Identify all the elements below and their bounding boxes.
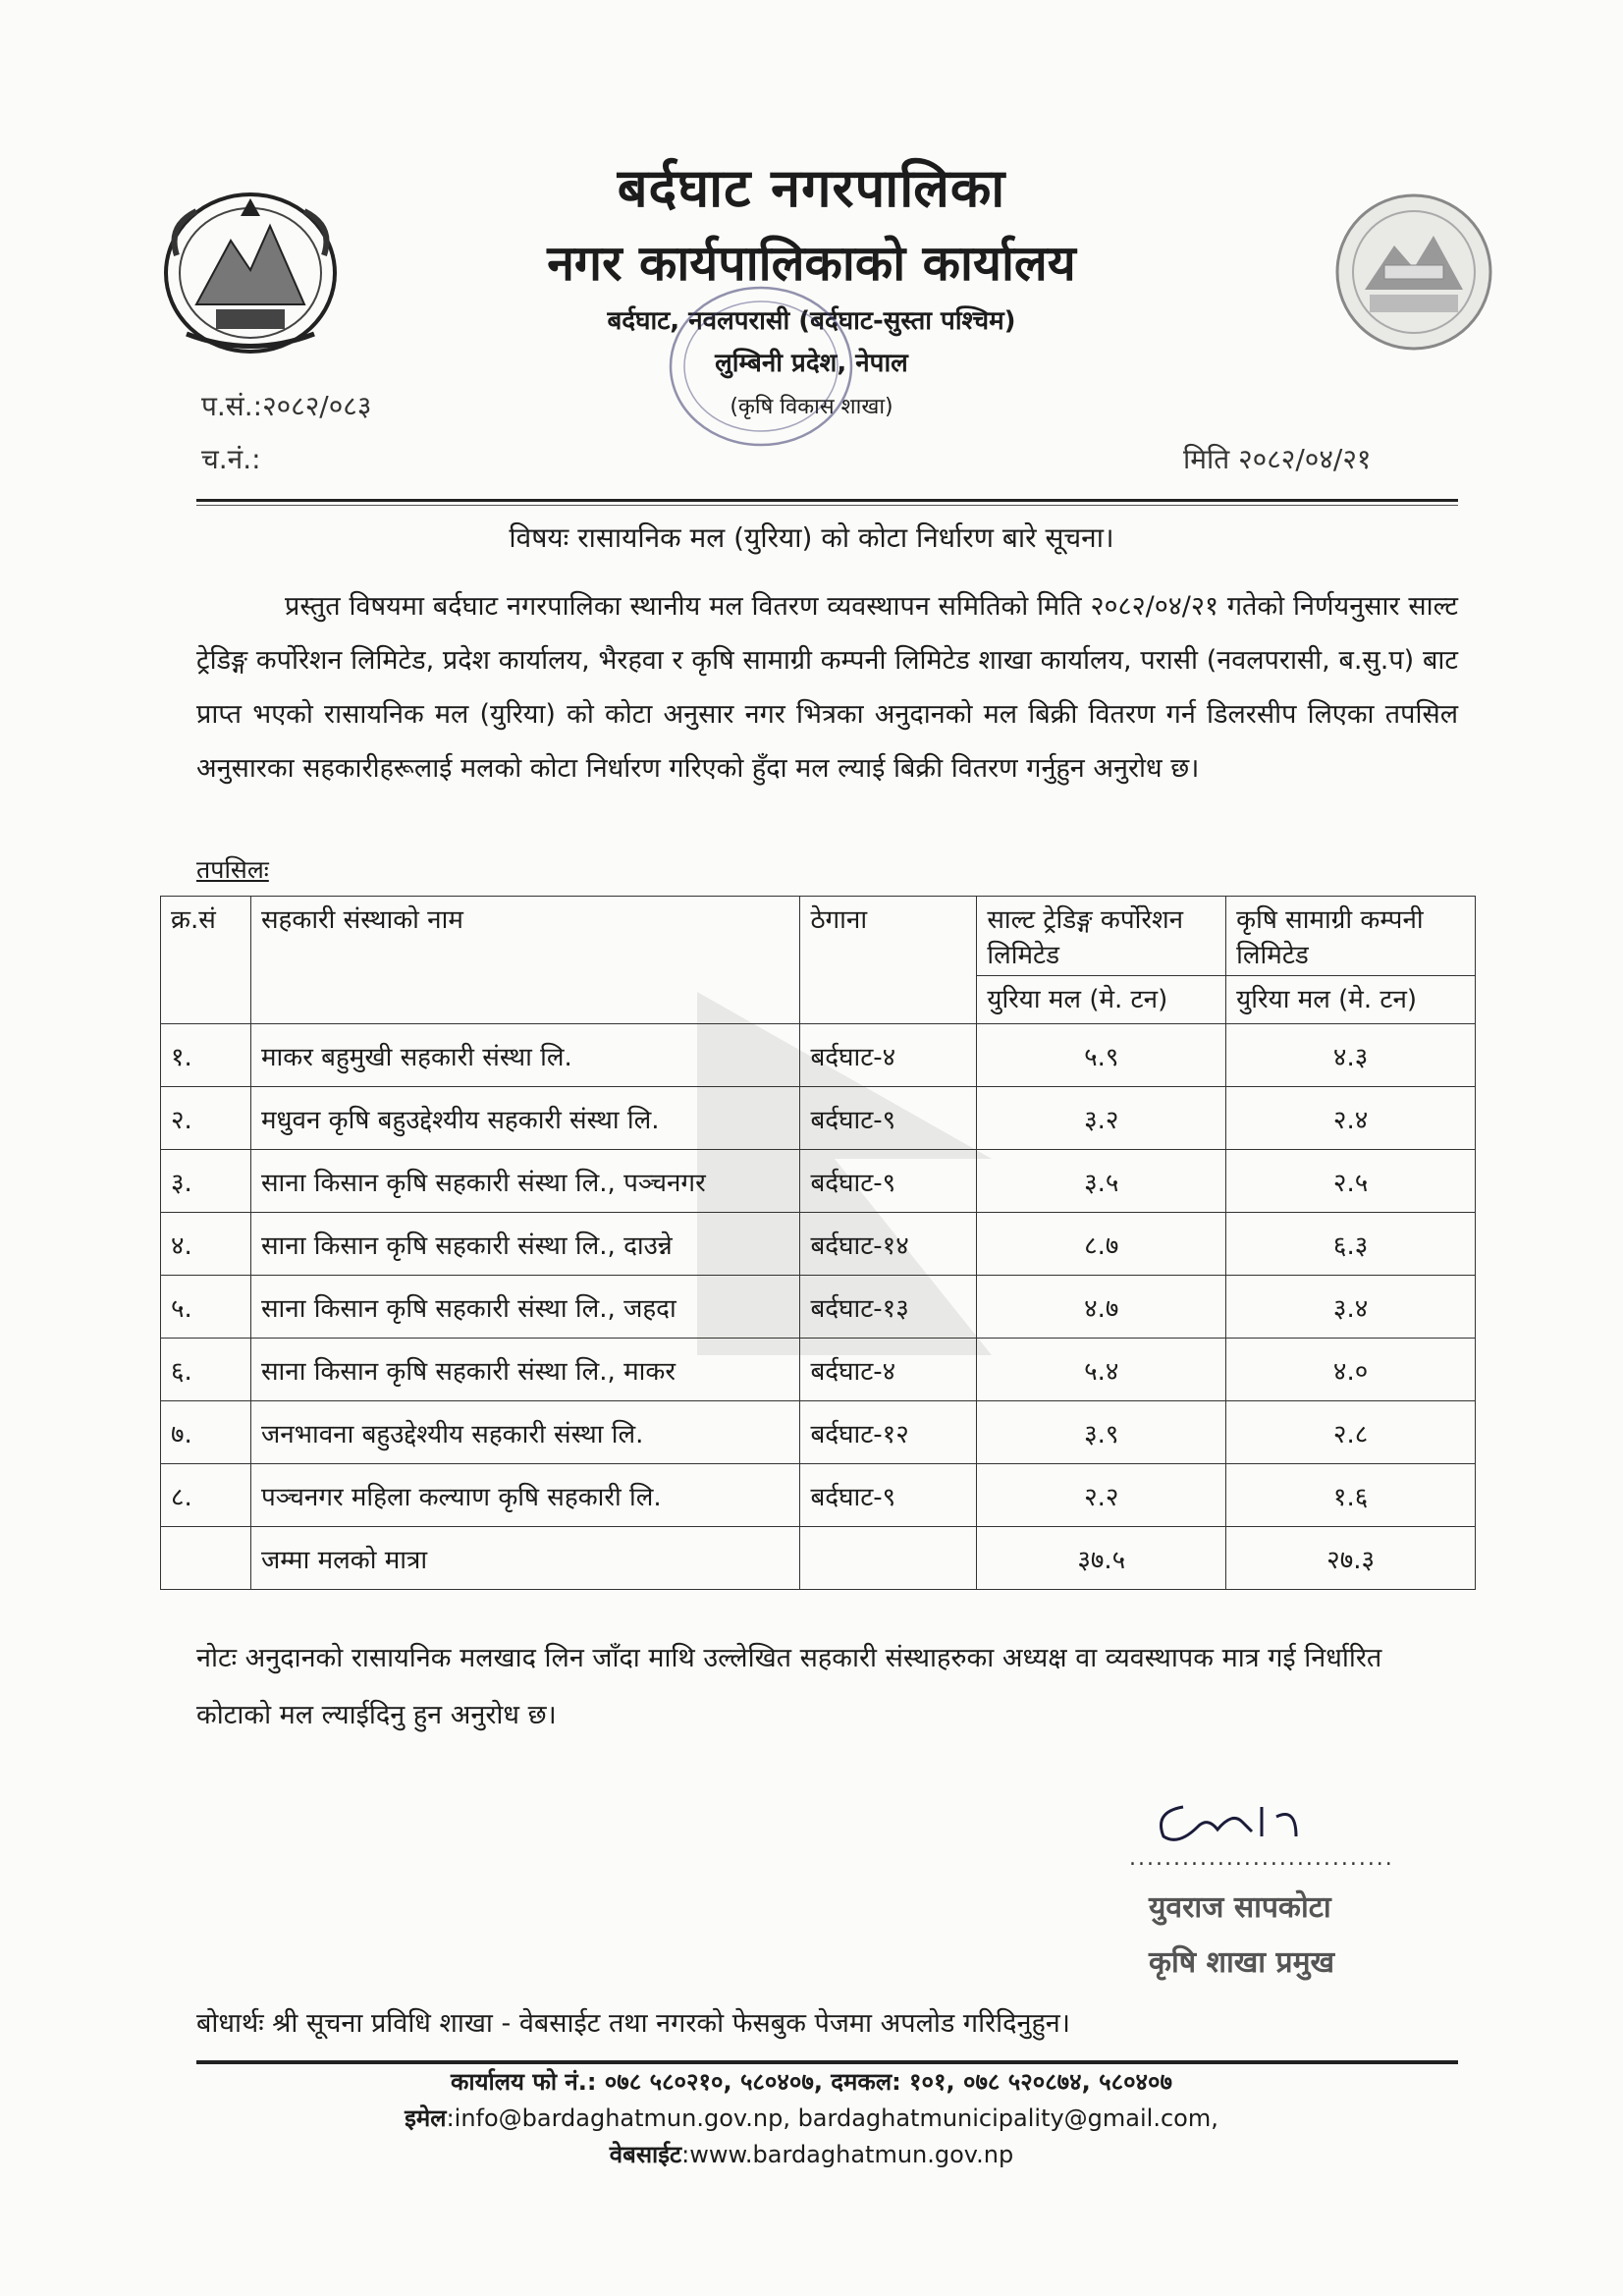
total-salt: ३७.५ — [977, 1527, 1226, 1590]
office-stamp-icon — [663, 280, 859, 456]
row-address: बर्दघाट-९ — [800, 1087, 977, 1150]
row-krishi: ४.० — [1226, 1339, 1476, 1401]
cc-line: बोधार्थः श्री सूचना प्रविधि शाखा - वेबसाईट तथा नगरको फेसबुक पेजमा अपलोड गरिदिनुहुन। — [196, 2008, 1071, 2039]
total-address-empty — [800, 1527, 977, 1590]
row-address: बर्दघाट-१२ — [800, 1401, 977, 1464]
row-krishi: ४.३ — [1226, 1024, 1476, 1087]
table-row — [161, 1087, 1476, 1150]
row-name: साना किसान कृषि सहकारी संस्था लि., माकर — [250, 1339, 799, 1401]
row-sn: ८. — [161, 1464, 251, 1527]
row-name: साना किसान कृषि सहकारी संस्था लि., पञ्चनगर — [250, 1150, 799, 1213]
municipality-name: बर्दघाट नगरपालिका — [617, 157, 1006, 219]
footer-web-label: वेबसाईट — [609, 2141, 682, 2168]
row-krishi: १.६ — [1226, 1464, 1476, 1527]
header-name: सहकारी संस्थाको नाम — [250, 897, 799, 1024]
signature-line: .............................. — [1129, 1846, 1394, 1871]
footer-phone-label: कार्यालय फो नं. — [450, 2068, 587, 2096]
row-salt: ३.९ — [977, 1401, 1226, 1464]
footer-divider — [196, 2060, 1458, 2064]
row-address: बर्दघाट-४ — [800, 1339, 977, 1401]
footer-email-value: :info@bardaghatmun.gov.np, bardaghatmunicipality@gmail.com, — [446, 2105, 1218, 2132]
row-sn: १. — [161, 1024, 251, 1087]
body-paragraph: प्रस्तुत विषयमा बर्दघाट नगरपालिका स्थानीय मल वितरण व्यवस्थापन समितिको मिति २०८२/०४/२१ गतेको निर्णयनुसार साल्ट ट्रेडिङ्ग कर्पोरेशन लिमिटेड, प्रदेश कार्यालय, भैरहवा र कृषि सामाग्री कम्पनी लिमिटेड शाखा कार्यालय, परासी (नवलपरासी, ब.सु.प) बाट प्राप्त भएको रासायनिक मल (युरिया) को कोटा अनुसार नगर भित्रका अनुदानको मल बिक्री वितरण गर्न डिलरसीप लिएका तपसिल अनुसारका सहकारीहरूलाई मलको कोटा निर्धारण गरिएको हुँदा मल ल्याई बिक्री वितरण गर्नुहुन अनुरोध छ। — [196, 591, 1458, 784]
table-row — [161, 1276, 1476, 1339]
row-salt: ८.७ — [977, 1213, 1226, 1276]
row-name: साना किसान कृषि सहकारी संस्था लि., दाउन्ने — [250, 1213, 799, 1276]
letter-date: मिति २०८२/०४/२१ — [1183, 443, 1372, 475]
row-krishi: ६.३ — [1226, 1213, 1476, 1276]
dispatch-number: च.नं.: — [201, 443, 261, 475]
reference-number: प.सं.:२०८२/०८३ — [201, 390, 372, 422]
subject-line: विषयः रासायनिक मल (युरिया) को कोटा निर्धारण बारे सूचना। — [509, 521, 1114, 554]
row-salt: ४.७ — [977, 1276, 1226, 1339]
footer-web — [0, 2138, 1623, 2170]
row-name: पञ्चनगर महिला कल्याण कृषि सहकारी लि. — [250, 1464, 799, 1527]
row-krishi: २.८ — [1226, 1401, 1476, 1464]
stamp-branch: (कृषि विकास शाखा) — [730, 395, 893, 419]
header-divider-thin — [196, 505, 1458, 506]
footer-email — [0, 2102, 1623, 2134]
row-salt: ५.४ — [977, 1339, 1226, 1401]
footer-phone — [0, 2065, 1623, 2098]
header-sn: क्र.सं — [161, 897, 251, 1024]
row-name: मधुवन कृषि बहुउद्देश्यीय सहकारी संस्था लि. — [250, 1087, 799, 1150]
row-sn: ३. — [161, 1150, 251, 1213]
address-line-1: बर्दघाट, नवलपरासी (बर्दघाट-सुस्ता पश्चिम) — [607, 306, 1016, 336]
header-salt: साल्ट ट्रेडिङ्ग कर्पोरेशन लिमिटेड — [977, 897, 1226, 976]
table-row — [161, 1150, 1476, 1213]
row-address: बर्दघाट-९ — [800, 1464, 977, 1527]
header-address: ठेगाना — [800, 897, 977, 1024]
row-salt: ३.२ — [977, 1087, 1226, 1150]
table-row — [161, 1464, 1476, 1527]
row-salt: ५.९ — [977, 1024, 1226, 1087]
address-line-2: लुम्बिनी प्रदेश, नेपाल — [715, 349, 908, 378]
row-sn: ५. — [161, 1276, 251, 1339]
signatory-title: कृषि शाखा प्रमुख — [1149, 1945, 1335, 1980]
row-address: बर्दघाट-४ — [800, 1024, 977, 1087]
row-krishi: २.५ — [1226, 1150, 1476, 1213]
details-label: तपसिलः — [196, 855, 269, 884]
table-row — [161, 1213, 1476, 1276]
row-name: साना किसान कृषि सहकारी संस्था लि., जहदा — [250, 1276, 799, 1339]
total-krishi: २७.३ — [1226, 1527, 1476, 1590]
row-address: बर्दघाट-१३ — [800, 1276, 977, 1339]
row-salt: २.२ — [977, 1464, 1226, 1527]
row-address: बर्दघाट-९ — [800, 1150, 977, 1213]
row-salt: ३.५ — [977, 1150, 1226, 1213]
row-sn: ४. — [161, 1213, 251, 1276]
table-row — [161, 1339, 1476, 1401]
row-krishi: ३.४ — [1226, 1276, 1476, 1339]
row-name: जनभावना बहुउद्देश्यीय सहकारी संस्था लि. — [250, 1401, 799, 1464]
total-label: जम्मा मलको मात्रा — [250, 1527, 799, 1590]
header-unit-krishi: युरिया मल (मे. टन) — [1226, 976, 1476, 1024]
note-paragraph: नोटः अनुदानको रासायनिक मलखाद लिन जाँदा माथि उल्लेखित सहकारी संस्थाहरुका अध्यक्ष वा व्यवस्थापक मात्र गई निर्धारित कोटाको मल ल्याईदिनु हुन अनुरोध छ। — [196, 1643, 1382, 1730]
footer-phone-value: : ०७८ ५८०२१०, ५८०४०७, दमकल: १०१, ०७८ ५२०८७४, ५८०४०७ — [586, 2068, 1172, 2096]
row-sn: ६. — [161, 1339, 251, 1401]
office-name: नगर कार्यपालिकाको कार्यालय — [547, 235, 1076, 292]
row-sn: ७. — [161, 1401, 251, 1464]
footer-web-value: :www.bardaghatmun.gov.np — [681, 2141, 1014, 2168]
signatory-name: युवराज सापकोटा — [1149, 1890, 1331, 1925]
table-total-row — [161, 1527, 1476, 1590]
quota-table — [160, 896, 1476, 1590]
header-krishi: कृषि सामाग्री कम्पनी लिमिटेड — [1226, 897, 1476, 976]
row-address: बर्दघाट-१४ — [800, 1213, 977, 1276]
row-sn: २. — [161, 1087, 251, 1150]
table-row — [161, 1024, 1476, 1087]
header-unit-salt: युरिया मल (मे. टन) — [977, 976, 1226, 1024]
total-empty — [161, 1527, 251, 1590]
header-divider — [196, 499, 1458, 502]
row-krishi: २.४ — [1226, 1087, 1476, 1150]
row-name: माकर बहुमुखी सहकारी संस्था लि. — [250, 1024, 799, 1087]
footer-email-label: इमेल — [405, 2105, 447, 2132]
table-row — [161, 1401, 1476, 1464]
